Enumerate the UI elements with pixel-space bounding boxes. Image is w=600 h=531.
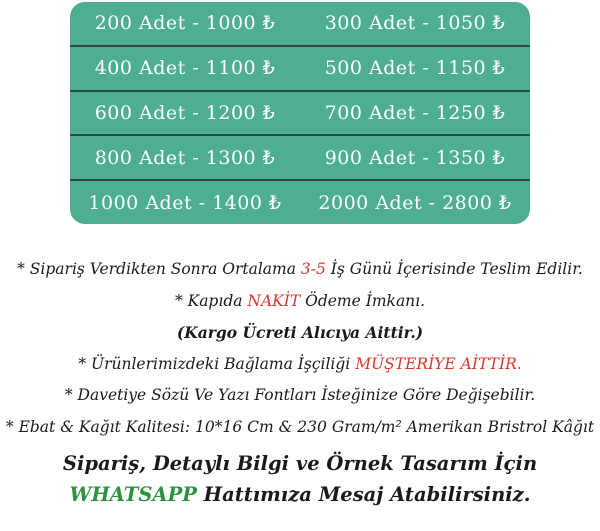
price-cell: 800 Adet - 1300 ₺ xyxy=(94,146,276,169)
price-cell: 2000 Adet - 2800 ₺ xyxy=(318,191,512,214)
footer-line-2-rest: Hattımıza Mesaj Atabilirsiniz. xyxy=(196,483,531,506)
note-payment-pre: * Kapıda xyxy=(174,291,248,310)
note-delivery xyxy=(0,254,600,286)
price-cell: 500 Adet - 1150 ₺ xyxy=(324,57,506,80)
price-cell: 200 Adet - 1000 ₺ xyxy=(94,12,276,35)
note-labor-highlight: MÜŞTERİYE AİTTİR. xyxy=(355,354,522,373)
footer-section xyxy=(0,448,600,510)
table-row xyxy=(70,2,530,47)
notes-section xyxy=(0,254,600,444)
note-shipping: (Kargo Ücreti Alıcıya Aittir.) xyxy=(176,323,424,343)
price-table xyxy=(70,2,530,224)
table-row xyxy=(70,181,530,224)
table-row xyxy=(70,47,530,92)
note-fonts: * Davetiye Sözü Ve Yazı Fontları İsteğinize Göre Değişebilir. xyxy=(64,386,536,405)
note-delivery-post: İş Günü İçerisinde Teslim Edilir. xyxy=(325,260,583,278)
price-cell: 1000 Adet - 1400 ₺ xyxy=(88,191,282,214)
note-labor-pre: * Ürünlerimizdeki Bağlama İşçiliği xyxy=(78,354,356,373)
note-payment xyxy=(0,286,600,318)
price-cell: 400 Adet - 1100 ₺ xyxy=(94,57,276,80)
note-delivery-highlight: 3-5 xyxy=(300,260,326,278)
whatsapp-label: WHATSAPP xyxy=(69,483,197,506)
note-payment-highlight: NAKİT xyxy=(247,291,301,310)
price-cell: 600 Adet - 1200 ₺ xyxy=(94,101,276,124)
note-paper: * Ebat & Kağıt Kalitesi: 10*16 Cm & 230 Gram/m² Amerikan Bristrol Kâğıt xyxy=(5,417,595,436)
table-row xyxy=(70,136,530,181)
note-payment-post: Ödeme İmkanı. xyxy=(300,291,426,310)
note-labor xyxy=(0,349,600,381)
price-cell: 900 Adet - 1350 ₺ xyxy=(324,146,506,169)
table-row xyxy=(70,92,530,137)
price-cell: 700 Adet - 1250 ₺ xyxy=(324,101,506,124)
price-cell: 300 Adet - 1050 ₺ xyxy=(324,12,506,35)
note-delivery-pre: * Sipariş Verdikten Sonra Ortalama xyxy=(17,260,301,278)
footer-line-2 xyxy=(0,479,600,510)
footer-line-1: Sipariş, Detaylı Bilgi ve Örnek Tasarım İçin xyxy=(62,452,538,475)
